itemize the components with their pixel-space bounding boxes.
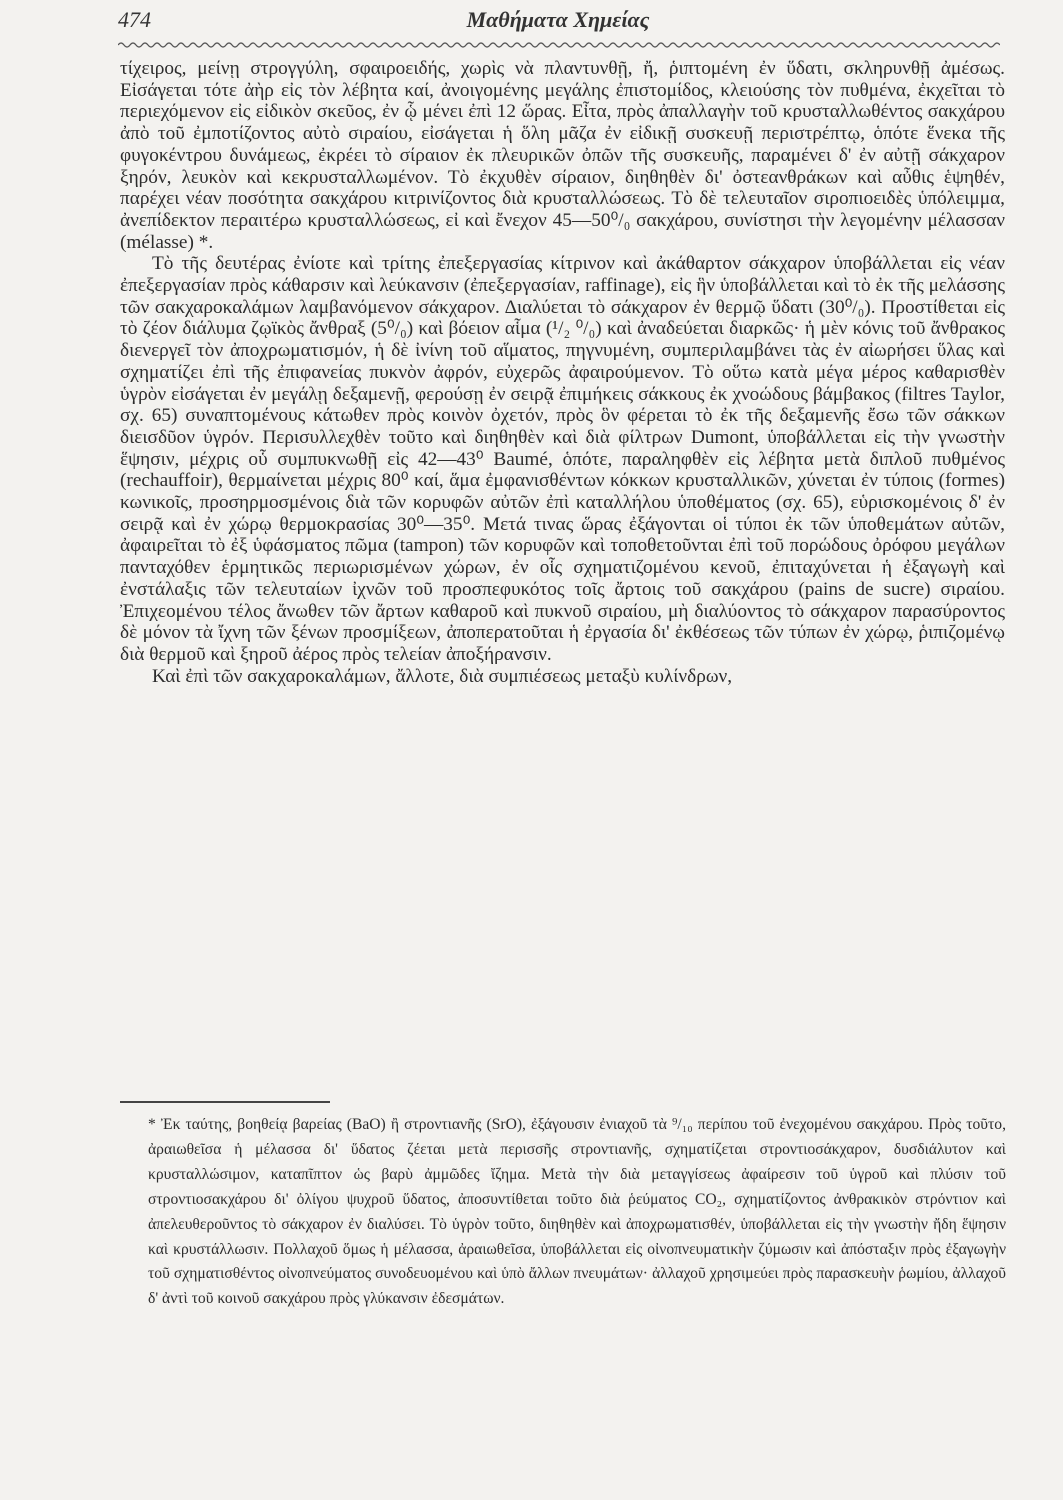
main-text bbox=[120, 58, 1005, 687]
footnote-text: * Ἐκ ταύτης, βοηθείᾳ βαρείας (BaO) ἢ στροντιανῆς (SrO), ἐξάγουσιν ἐνιαχοῦ τὰ ⁹/₁₀ περίπου τοῦ ἐνεχομένου σακχάρου. Πρὸς τοῦτο, ἀραιωθεῖσα ἡ μέλασσα δι' ὕδατος ζέεται μετὰ περισσῆς στροντιανῆς, σχηματίζεται στροντιοσάκχαρον, δυσδιάλυτον καὶ κρυσταλλώσιμον, καταπῖπτον ὡς βαρὺ ἀμμῶδες ἴζημα. Μετὰ τὴν διὰ μεταγγίσεως ἀφαίρεσιν τοῦ ὑγροῦ καὶ πλύσιν τοῦ στροντιοσακχάρου δι' ὀλίγου ψυχροῦ ὕδατος, ἀποσυντίθεται τοῦτο διὰ ῥεύματος CO₂, σχηματίζοντος ἀνθρακικὸν στρόντιον καὶ ἀπελευθεροῦντος τὸ σάκχαρον ἐν διαλύσει. Τὸ ὑγρὸν τοῦτο, διηθηθὲν καὶ ἀποχρωματισθέν, ὑποβάλλεται εἰς τὴν γνωστὴν ἤδη ἕψησιν καὶ κρυστάλλωσιν. Πολλαχοῦ ὅμως ἡ μέλασσα, ἀραιωθεῖσα, ὑποβάλλεται εἰς οἰνοπνευματικὴν ζύμωσιν καὶ ἀπόσταξιν πρὸς ἐξαγωγὴν τοῦ σχηματισθέντος οἰνοπνεύματος συνοδευομένου καὶ ὑπὸ ἄλλων πνευμάτων· ἀλλαχοῦ χρησιμεύει πρὸς παρασκευὴν ῥωμίου, ἀλλαχοῦ δ' ἀντὶ τοῦ κοινοῦ σακχάρου πρὸς γλύκανσιν ἐδεσμάτων. bbox=[148, 1116, 1006, 1308]
running-title: Μαθήματα Χημείας bbox=[466, 7, 650, 32]
page-header bbox=[118, 5, 998, 39]
paragraph: Καὶ ἐπὶ τῶν σακχαροκαλάμων, ἄλλοτε, διὰ συμπιέσεως μεταξὺ κυλίνδρων, bbox=[152, 665, 733, 687]
footnote-separator bbox=[120, 1101, 330, 1103]
wavy-header-rule bbox=[118, 40, 1000, 50]
paragraph: Τὸ τῆς δευτέρας ἐνίοτε καὶ τρίτης ἐπεξεργασίας κίτρινον καὶ ἀκάθαρτον σάκχαρον ὑποβάλλεται εἰς νέαν ἐπεξεργασίαν πρὸς κάθαρσιν καὶ λεύκανσιν (ἐπεξεργασίαν, raffinage), εἰς ἣν ὑποβάλλεται καὶ τὸ ἐκ τῆς μελάσσης τῶν σακχαροκαλάμων λαμβανόμενον σάκχαρον. Διαλύεται τὸ σάκχαρον ἐν θερμῷ ὕδατι (30⁰/₀). Προστίθεται εἰς τὸ ζέον διάλυμα ζῳϊκὸς ἄνθραξ (5⁰/₀) καὶ βόειον αἷμα (¹/₂ ⁰/₀) καὶ ἀναδεύεται διαρκῶς· ἡ μὲν κόνις τοῦ ἄνθρακος διενεργεῖ τὸν ἀποχρωματισμόν, ἡ δὲ ἰνίνη τοῦ αἵματος, πηγνυμένη, συμπεριλαμβάνει τὰς ἐν αἰωρήσει ὕλας καὶ σχηματίζει ἐπὶ τῆς ἐπιφανείας πυκνὸν ἀφρόν, εὐχερῶς ἀφαιρούμενον. Τὸ οὕτω κατὰ μέγα μέρος καθαρισθὲν ὑγρὸν εἰσάγεται ἐν μεγάλῃ δεξαμενῇ, φερούσῃ ἐν σειρᾷ ἐπιμήκεις σάκκους ἐκ χνοώδους βάμβακος (filtres Taylor, σχ. 65) συναπτομένους κάτωθεν πρὸς κοινὸν ὀχετόν, πρὸς ὃν φέρεται τὸ ἐκ τῆς δεξαμενῆς ἔσω τῶν σάκκων διεισδῦον ὑγρόν. Περισυλλεχθὲν τοῦτο καὶ διηθηθὲν καὶ διὰ φίλτρων Dumont, ὑποβάλλεται εἰς τὴν γνωστὴν ἕψησιν, μέχρις οὗ συμπυκνωθῇ εἰς 42—43⁰ Baumé, ὁπότε, παραληφθὲν εἰς λέβητα μετὰ διπλοῦ πυθμένος (rechauffoir), θερμαίνεται μέχρις 80⁰ καί, ἅμα ἐμφανισθέντων κόκκων κρυσταλλικῶν, χύνεται ἐν τύποις (formes) κωνικοῖς, προσηρμοσμένοις διὰ τῶν κορυφῶν αὐτῶν ἐπὶ καταλλήλου ὑποθέματος (σχ. 65), εὑρισκομένοις δ' ἐν σειρᾷ καὶ ἐν χώρῳ θερμοκρασίας 30⁰—35⁰. Μετά τινας ὥρας ἐξάγονται οἱ τύποι ἐκ τῶν ὑποθεμάτων αὐτῶν, ἀφαιρεῖται τὸ ἐξ ὑφάσματος πῶμα (tampon) τῶν κορυφῶν καὶ τοποθετοῦνται ἐπὶ τοῦ πορώδους ὀρόφου μεγάλων πανταχόθεν ἑρμητικῶς περιωρισμένων χώρων, ἐν οἷς σχηματιζομένου κενοῦ, ἐπιταχύνεται ἡ ἐξαγωγὴ καὶ ἐνστάλαξις τῶν τελευταίων ἰχνῶν τοῦ προσπεφυκότος τοῖς ἄρτοις τοῦ σακχάρου (pains de sucre) σιραίου. Ἐπιχεομένου τέλος ἄνωθεν τῶν ἄρτων καθαροῦ καὶ πυκνοῦ σιραίου, μὴ διαλύοντος τὸ σάκχαρον παρασύροντος δὲ μόνον τὰ ἴχνη τῶν ξένων προσμίξεων, ἀποπερατοῦται ἡ ἐργασία δι' ἐκθέσεως τῶν τύπων ἐν χώρῳ, ῥιπιζομένῳ διὰ θερμοῦ καὶ ξηροῦ ἀέρος πρὸς τελείαν ἀποξήρανσιν. bbox=[120, 253, 1005, 665]
page-number: 474 bbox=[118, 7, 151, 32]
paragraph: τίχειρος, μείνῃ στρογγύλη, σφαιροειδής, χωρὶς νὰ πλαντυνθῇ, ἤ, ῥιπτομένη ἐν ὕδατι, σκληρυνθῇ ἀμέσως. Εἰσάγεται τότε ἀὴρ εἰς τὸν λέβητα καί, ἀνοιγομένης μεγάλης ἐπιστομίδος, κλειούσης τὸν πυθμένα, ἐκχεῖται τὸ περιεχόμενον εἰς εἰδικὸν σκεῦος, ἐν ᾧ μένει ἐπὶ 12 ὥρας. Εἶτα, πρὸς ἀπαλλαγὴν τοῦ κρυσταλλωθέντος σακχάρου ἀπὸ τοῦ ἐμποτίζοντος αὐτὸ σιραίου, εἰσάγεται ἡ ὅλη μᾶζα ἐν εἰδικῇ συσκευῇ περιστρέπτῳ, ὁπότε ἕνεκα τῆς φυγοκέντρου δυνάμεως, ἐκρέει τὸ σίραιον ἐκ πλευρικῶν ὀπῶν τῆς συσκευῆς, παραμένει δ' ἐν αὐτῇ σάκχαρον ξηρόν, λευκὸν καὶ κεκρυσταλλωμένον. Τὸ ἐκχυθὲν σίραιον, διηθηθὲν δι' ὀστεανθράκων καὶ αὖθις ἑψηθέν, παρέχει νέαν ποσότητα σακχάρου κιτρινίζοντος διὰ κρυσταλλώσεως. Τὸ δὲ τελευταῖον σιροπιοειδὲς ὑπόλειμμα, ἀνεπίδεκτον περαιτέρω κρυσταλλώσεως, εἰ καὶ ἔνεχον 45—50⁰/₀ σακχάρου, συνίστησι τὴν λεγομένην μέλασσαν (mélasse) *. bbox=[120, 58, 1005, 253]
footnote bbox=[148, 1113, 1006, 1312]
